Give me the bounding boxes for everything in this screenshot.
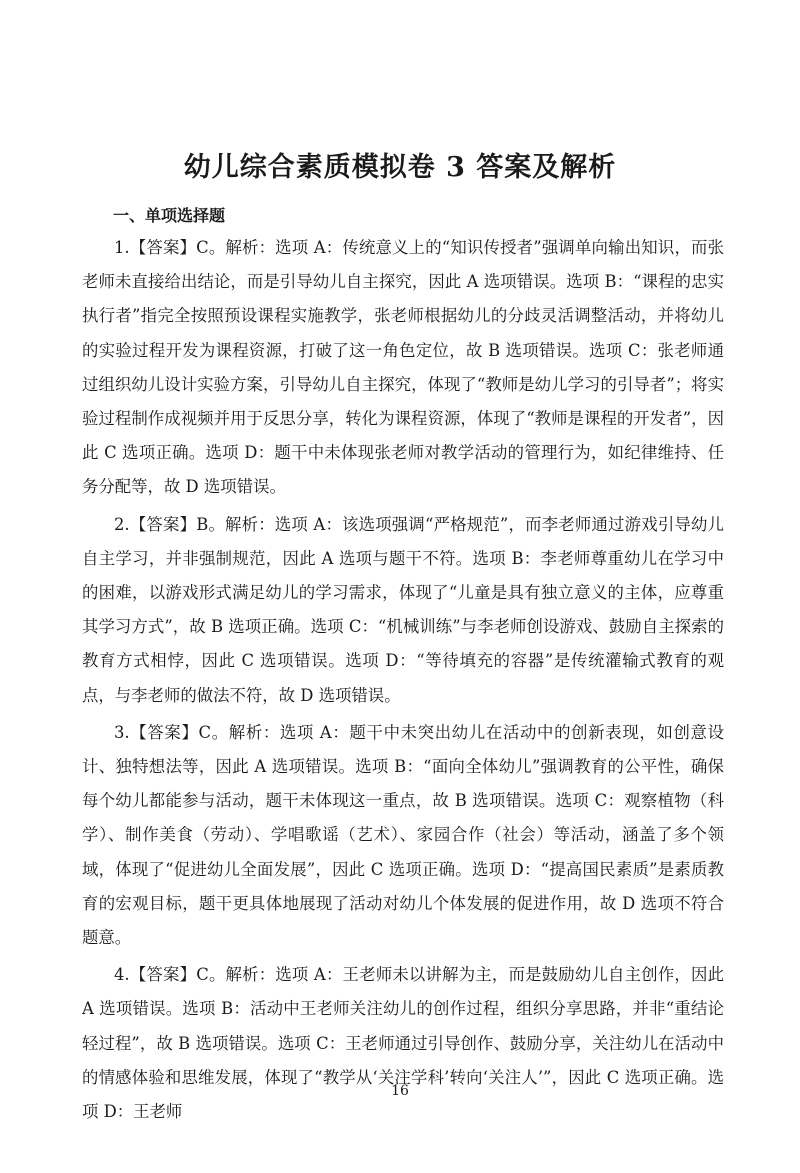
section-heading: 一、单项选择题	[113, 206, 226, 225]
answer-4: 4.【答案】C。解析：选项 A：王老师未以讲解为主，而是鼓励幼儿自主创作，因此 A 选项错误。选项 B：活动中王老师关注幼儿的创作过程，组织分享思路，并非“重结论轻过程”，故 B 选项错误。选项 C：王老师通过引导创作、鼓励分享，关注幼儿在活动中的情感体验和思维发展，体现了“教学从‘关注学科’转向‘关注人’”，因此 C 选项正确。选项 D：王老师	[82, 965, 724, 1122]
page-number: 16	[391, 1083, 409, 1099]
answer-2: 2.【答案】B。解析：选项 A：该选项强调“严格规范”，而李老师通过游戏引导幼儿自主学习，并非强制规范，因此 A 选项与题干不符。选项 B：李老师尊重幼儿在学习中的困难，以游戏形式满足幼儿的学习需求，体现了“儿童是具有独立意义的主体，应尊重其学习方式”，故 B 选项正确。选项 C：“机械训练”与李老师创设游戏、鼓励自主探索的教育方式相悖，因此 C 选项错误。选项 D：“等待填充的容器”是传统灌输式教育的观点，与李老师的做法不符，故 D 选项错误。	[82, 514, 724, 705]
page-title: 幼儿综合素质模拟卷 3 答案及解析	[183, 152, 617, 183]
answer-1: 1.【答案】C。解析：选项 A：传统意义上的“知识传授者”强调单向输出知识，而张老师未直接给出结论，而是引导幼儿自主探究，因此 A 选项错误。选项 B：“课程的忠实执行者”指完全按照预设课程实施教学，张老师根据幼儿的分歧灵活调整活动，并将幼儿的实验过程开发为课程资源，打破了这一角色定位，故 B 选项错误。选项 C：张老师通过组织幼儿设计实验方案，引导幼儿自主探究，体现了“教师是幼儿学习的引导者”；将实验过程制作成视频并用于反思分享，转化为课程资源，体现了“教师是课程的开发者”，因此 C 选项正确。选项 D：题干中未体现张老师对教学活动的管理行为，如纪律维持、任务分配等，故 D 选项错误。	[82, 238, 724, 497]
answer-3: 3.【答案】C。解析：选项 A：题干中未突出幼儿在活动中的创新表现，如创意设计、独特想法等，因此 A 选项错误。选项 B：“面向全体幼儿”强调教育的公平性，确保每个幼儿都能参与活动，题干未体现这一重点，故 B 选项错误。选项 C：观察植物（科学）、制作美食（劳动）、学唱歌谣（艺术）、家园合作（社会）等活动，涵盖了多个领域，体现了“促进幼儿全面发展”，因此 C 选项正确。选项 D：“提高国民素质”是素质教育的宏观目标，题干更具体地展现了活动对幼儿个体发展的促进作用，故 D 选项不符合题意。	[82, 722, 724, 948]
answer-list	[82, 231, 724, 1132]
